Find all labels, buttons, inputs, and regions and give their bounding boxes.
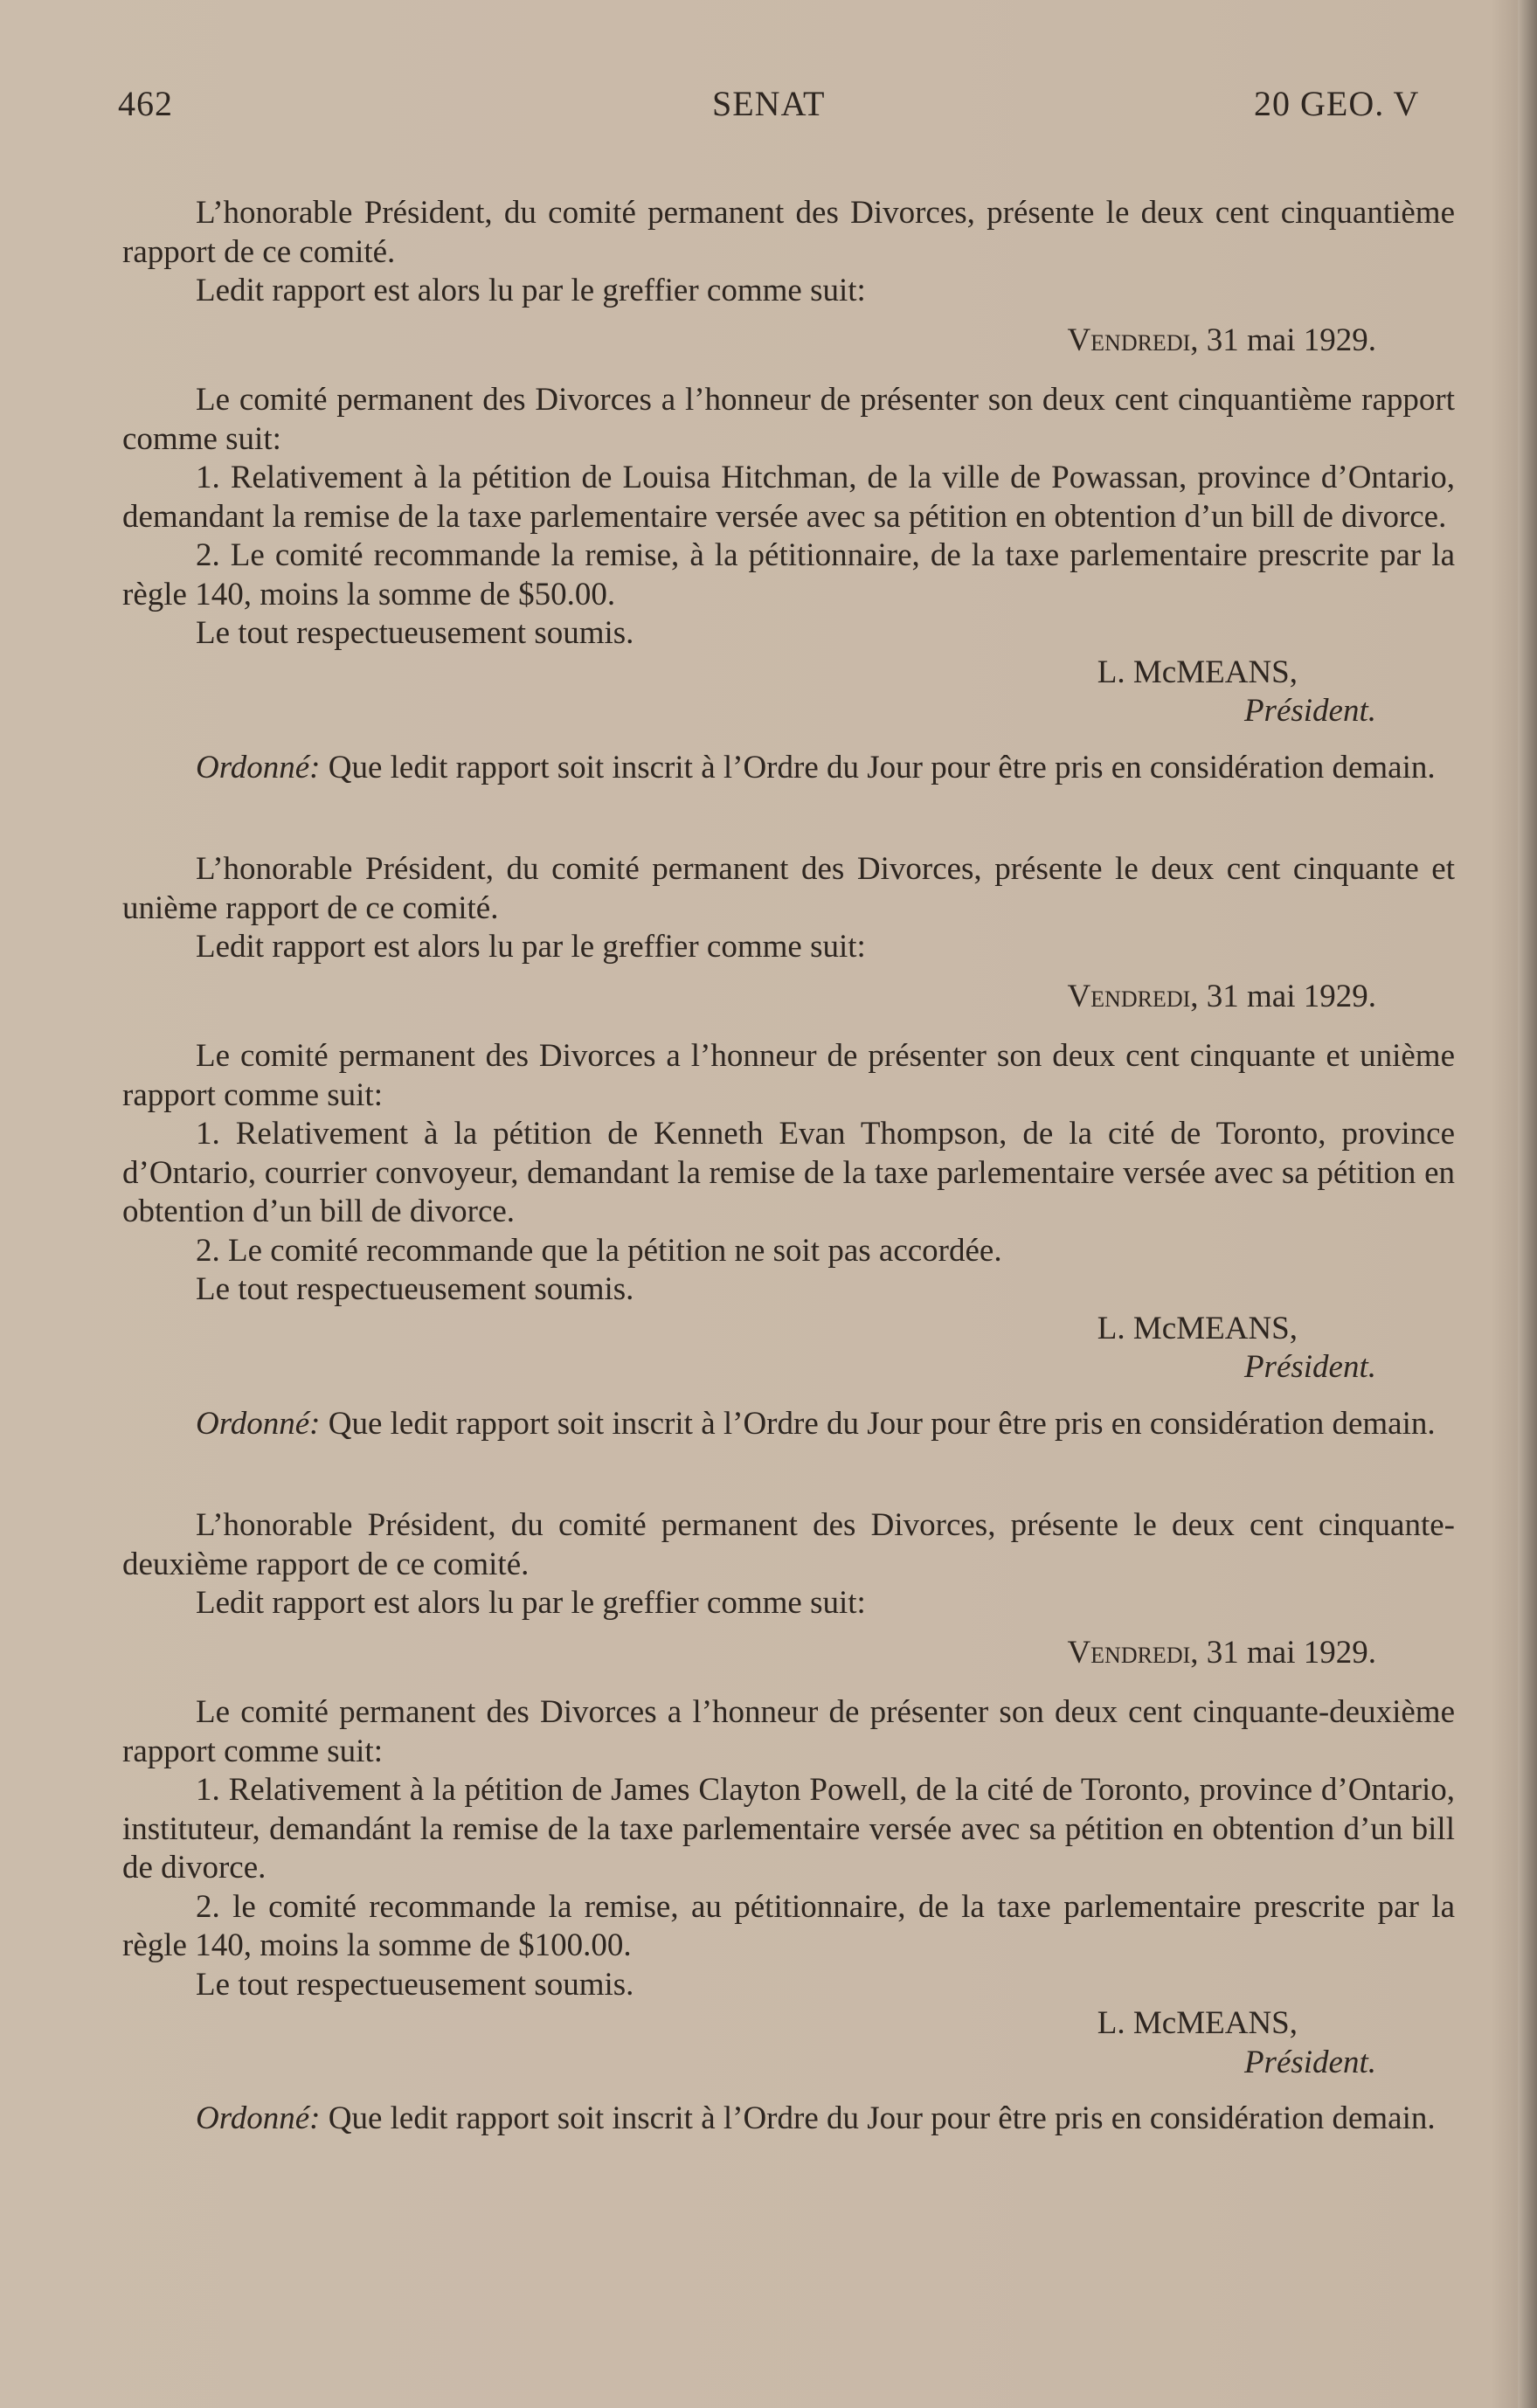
page-header [0,83,1537,135]
intro-paragraph: L’honorable Président, du comité permanent des Divorces, présente le deux cent cinquantième rapport de ce comité. [122,195,1455,270]
signatory-title: Président. [1243,2044,1376,2080]
read-line: Ledit rapport est alors lu par le greffier comme suit: [196,273,866,308]
report-paragraph: Le comité permanent des Divorces a l’honneur de présenter son deux cent cinquantième rapport comme suit: [122,382,1455,457]
report-date [122,1634,1455,1673]
committee-report-entry [122,1506,1455,2139]
intro-paragraph: L’honorable Président, du comité permanent des Divorces, présente le deux cent cinquante-deuxième rapport de ce comité. [122,1507,1455,1582]
order-text: Que ledit rapport soit inscrit à l’Ordre du Jour pour être pris en considération demain. [320,1405,1436,1442]
signatory-name: L. McMEANS, [1097,2005,1298,2041]
read-line: Ledit rapport est alors lu par le greffier comme suit: [196,929,866,965]
report-date [122,322,1455,361]
order-label: Ordonné: [196,1405,321,1442]
closing-line: Le tout respectueusement soumis. [196,1966,634,2003]
page-number: 462 [118,84,173,123]
signatory-title: Président. [1243,1349,1376,1385]
report-paragraph: Le comité permanent des Divorces a l’honneur de présenter son deux cent cinquante et unième rapport comme suit: [122,1038,1455,1113]
date-weekday: Vendredi [1067,978,1191,1014]
read-line: Ledit rapport est alors lu par le greffier comme suit: [196,1585,866,1621]
date-weekday: Vendredi [1067,322,1191,358]
date-text: , 31 mai 1929. [1190,1634,1376,1671]
signatory-name: L. McMEANS, [1097,1310,1298,1346]
intro-paragraph: L’honorable Président, du comité permanent des Divorces, présente le deux cent cinquante et unième rapport de ce comité. [122,851,1455,926]
order-label: Ordonné: [196,2100,321,2136]
report-paragraph: Le comité permanent des Divorces a l’honneur de présenter son deux cent cinquante-deuxième rapport comme suit: [122,1694,1455,1769]
order-label: Ordonné: [196,749,321,785]
report-item-2: 2. Le comité recommande la remise, à la pétitionnaire, de la taxe parlementaire prescrite par la règle 140, moins la somme de $50.00. [122,537,1455,612]
report-item-1: 1. Relativement à la pétition de James Clayton Powell, de la cité de Toronto, province d’Ontario, instituteur, demandánt la remise de la taxe parlementaire versée avec sa pétition en obtention d’un bill de divorce. [122,1772,1455,1886]
committee-report-entry [122,850,1455,1443]
closing-line: Le tout respectueusement soumis. [196,1271,634,1307]
report-item-2: 2. Le comité recommande que la pétition ne soit pas accordée. [196,1232,1002,1269]
order-text: Que ledit rapport soit inscrit à l’Ordre du Jour pour être pris en considération demain. [320,2100,1436,2136]
date-text: , 31 mai 1929. [1190,978,1376,1014]
date-weekday: Vendredi [1067,1634,1191,1671]
order-paragraph [122,749,1455,788]
page-body [122,194,1455,2202]
report-item-1: 1. Relativement à la pétition de Kenneth Evan Thompson, de la cité de Toronto, province d’Ontario, courrier convoyeur, demandant la remise de la taxe parlementaire versée avec sa pétition en obtention d’un bill de divorce. [122,1116,1455,1229]
signatory-title: Président. [1243,693,1376,729]
closing-line: Le tout respectueusement soumis. [196,615,634,651]
report-date [122,978,1455,1017]
date-text: , 31 mai 1929. [1190,322,1376,358]
order-text: Que ledit rapport soit inscrit à l’Ordre du Jour pour être pris en considération demain. [320,749,1436,785]
order-paragraph [122,1405,1455,1444]
regnal-year: 20 GEO. V [1254,84,1420,123]
report-item-1: 1. Relativement à la pétition de Louisa Hitchman, de la ville de Powassan, province d’Ontario, demandant la remise de la taxe parlementaire versée avec sa pétition en obtention d’un bill de divorce. [122,460,1455,535]
page-edge-shadow [1518,0,1537,2408]
committee-report-entry [122,194,1455,787]
signatory-name: L. McMEANS, [1097,654,1298,690]
order-paragraph [122,2100,1455,2139]
running-title: SENAT [712,84,826,123]
report-item-2: 2. le comité recommande la remise, au pétitionnaire, de la taxe parlementaire prescrite par la règle 140, moins la somme de $100.00. [122,1888,1455,1963]
